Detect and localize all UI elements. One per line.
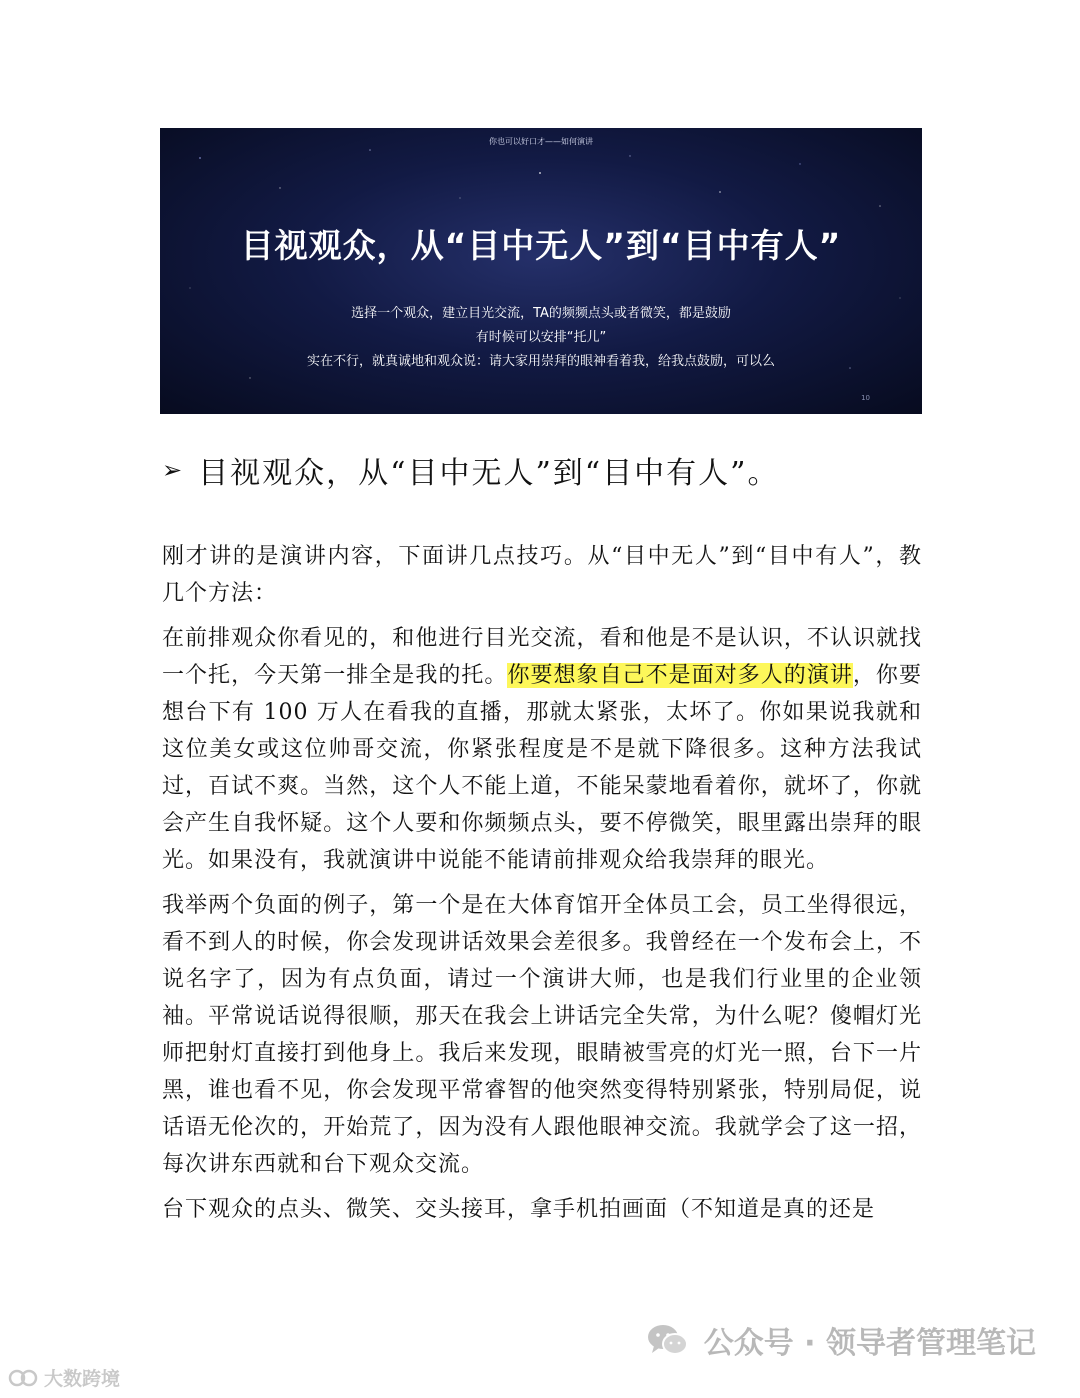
brand-logo-icon xyxy=(6,1367,40,1389)
wechat-icon xyxy=(646,1322,690,1358)
highlighted-text: 你要想象自己不是面对多人的演讲 xyxy=(507,663,853,688)
slide-top-text: 你也可以好口才——如何演讲 xyxy=(489,137,593,146)
slide-lines xyxy=(160,302,922,374)
paragraph-2-rest: ，你要想台下有 100 万人在看我的直播，那就太紧张，太坏了。你如果说我就和这位美女或这位帅哥交流，你紧张程度是不是就下降很多。这种方法我试过，百试不爽。当然，这个人不能上道，不能呆蒙地看着你，就坏了，你就会产生自我怀疑。这个人要和你频频点头，要不停微笑，眼里露出崇拜的眼光。如果没有，我就演讲中说能不能请前排观众给我崇拜的眼光。 xyxy=(162,663,922,873)
slide-title: 目视观众，从“目中无人”到“目中有人” xyxy=(240,226,842,265)
section-heading xyxy=(162,448,922,492)
paragraph-1: 刚才讲的是演讲内容，下面讲几点技巧。从“目中无人”到“目中有人”，教几个方法： xyxy=(162,544,922,606)
corner-watermark-text: 大数跨境 xyxy=(44,1368,121,1390)
slide-line: 实在不行，就真诚地和观众说：请大家用崇拜的眼神看着我，给我点鼓励，可以么 xyxy=(306,354,775,369)
wechat-watermark xyxy=(646,1318,1036,1362)
section-heading-text: 目视观众，从“目中无人”到“目中有人”。 xyxy=(198,456,780,491)
slide-line: 选择一个观众，建立目光交流，TA的频频点头或者微笑，都是鼓励 xyxy=(351,306,731,321)
bullet-arrow-icon: ➢ xyxy=(162,456,185,484)
slide-line: 有时候可以安排“托儿” xyxy=(475,330,607,345)
paragraph-4: 台下观众的点头、微笑、交头接耳，拿手机拍画面（不知道是真的还是 xyxy=(162,1197,876,1222)
paragraph-3: 我举两个负面的例子，第一个是在大体育馆开全体员工会，员工坐得很远，看不到人的时候，你会发现讲话效果会差很多。我曾经在一个发布会上，不说名字了，因为有点负面，请过一个演讲大师，也是我们行业里的企业领袖。平常说话说得很顺，那天在我会上讲话完全失常，为什么呢？傻帽灯光师把射灯直接打到他身上。我后来发现，眼睛被雪亮的灯光一照，台下一片黑，谁也看不见，你会发现平常睿智的他突然变得特别紧张，特别局促，说话语无伦次的，开始荒了，因为没有人跟他眼神交流。我就学会了这一招，每次讲东西就和台下观众交流。 xyxy=(162,893,922,1177)
slide-image xyxy=(160,128,922,414)
corner-watermark xyxy=(6,1364,120,1391)
article-body xyxy=(162,538,922,1236)
paragraph-2 xyxy=(162,620,922,879)
watermark-text: 公众号 · 领导者管理笔记 xyxy=(703,1326,1036,1361)
paragraph-2-start: 在前排观众你看见的，和他进行目光交流，看和他是不是认识，不认识就找一个托，今天第一排全是我的托。 xyxy=(162,626,922,688)
slide-page-number: 10 xyxy=(861,394,870,402)
